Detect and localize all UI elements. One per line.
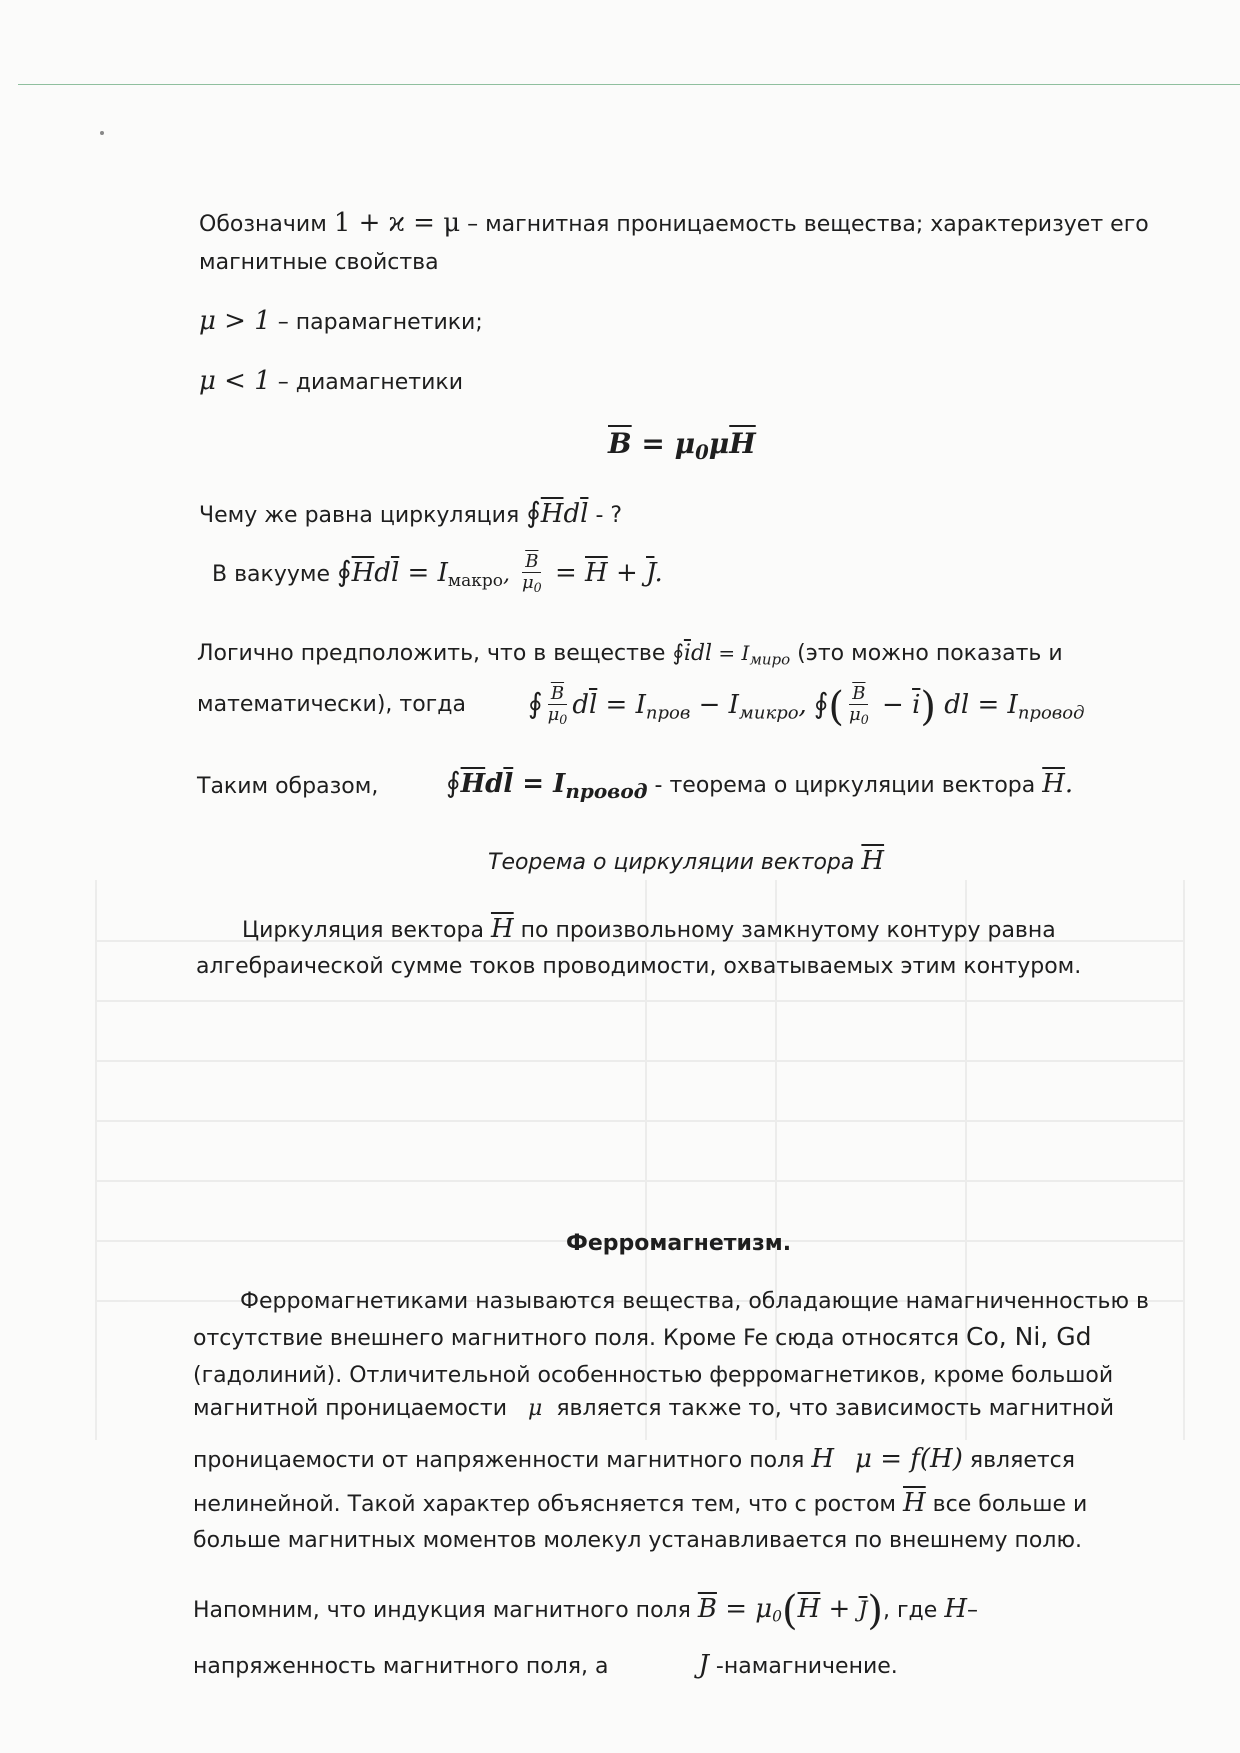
vacuum-rhs-eq: = <box>546 557 586 588</box>
vacuum-plus: + <box>607 557 647 588</box>
ferro-line8-Hv: H <box>944 1594 967 1624</box>
math-rparen: ) <box>920 683 936 730</box>
ferro-line9-J: J <box>698 1650 709 1680</box>
question-lead: Чему же равна циркуляция <box>199 503 527 528</box>
question-tail: - ? <box>588 503 623 528</box>
math-sub2: микро <box>738 702 799 724</box>
math-frac2-den-sub: 0 <box>860 711 869 727</box>
ferro-line8-rparen: ) <box>867 1588 884 1634</box>
math-formula <box>528 684 1085 730</box>
diamagnetics-formula: μ < 1 <box>199 366 271 396</box>
mu-definition-text: – магнитная проницаемость вещества; характеризует его <box>467 212 1149 237</box>
logic-sub: миро <box>749 650 791 669</box>
mu-definition-cont: магнитные свойства <box>199 250 439 275</box>
vacuum-frac-den: μ <box>521 572 534 593</box>
math-frac2-den: μ <box>849 704 861 725</box>
ferro-line5 <box>193 1444 1075 1476</box>
vacuum-comma: , <box>502 561 510 587</box>
question-l: $\overline{l}$ <box>580 499 589 529</box>
math-l: $\overline{l}$ <box>588 689 598 720</box>
math-fraction1 <box>545 684 571 730</box>
mu-definition-lead: Обозначим <box>199 212 327 237</box>
thus-l: $\overline{l}$ <box>503 769 514 799</box>
vacuum-l: $\overline{l}$ <box>390 557 400 588</box>
question-d: d <box>563 499 581 529</box>
ferro-line8-tail: , где <box>883 1598 945 1623</box>
ferro-line7: больше магнитных моментов молекул устанавливается по внешнему полю. <box>193 1528 1082 1553</box>
ferro-line6-lead: нелинейной. Такой характер объясняется тем, что с ростом <box>193 1492 903 1517</box>
math-lparen: ( <box>828 683 845 730</box>
math-sub1: пров <box>645 702 691 724</box>
diamagnetics-text: – диамагнетики <box>277 370 464 395</box>
vacuum-frac-num: $\overline{B}$ <box>522 552 541 573</box>
ferro-line8-J: $\overline{J}$ <box>858 1598 868 1623</box>
diamagnetics-line <box>199 366 463 398</box>
logic-dl: dl <box>690 641 713 666</box>
ferromagnetism-heading: Ферромагнетизм. <box>566 1231 792 1256</box>
thus-eq: = I <box>513 769 566 799</box>
ferro-line8-lead: Напомним, что индукция магнитного поля <box>193 1598 698 1623</box>
ferro-line2-elements: Co, Ni, Gd <box>966 1322 1092 1351</box>
vacuum-d: d <box>374 557 391 588</box>
ferro-line5-H: H <box>811 1444 835 1474</box>
b-mu-h-equation <box>608 429 756 468</box>
thus-mid: - теорема о циркуляции вектора <box>647 773 1043 798</box>
math-minus: − I <box>690 689 739 720</box>
vacuum-oint: ∮ <box>337 554 352 588</box>
ferro-line8-sub: 0 <box>772 1607 782 1626</box>
vacuum-rhs-H: $\overline{H}$ <box>585 557 608 588</box>
theorem-body-line1 <box>242 914 1056 946</box>
paramagnetics-text: – парамагнетики; <box>277 310 483 335</box>
math-frac1-den-sub: 0 <box>559 711 568 727</box>
math-eq1: = I <box>597 689 646 720</box>
thus-d: d <box>485 769 504 799</box>
ferro-line6-H: $\overline{H}$ <box>903 1488 926 1518</box>
ferro-line4-lead: магнитной проницаемости <box>193 1396 515 1421</box>
math-lead: математически), тогда <box>197 692 466 717</box>
math-d: d <box>572 689 589 720</box>
logic-lead: Логично предположить, что в веществе <box>197 641 673 666</box>
vacuum-dot: . <box>654 557 663 588</box>
ferro-line8-H: $\overline{H}$ <box>797 1594 821 1624</box>
vacuum-H: $\overline{H}$ <box>351 557 375 588</box>
logic-oint: ∮ <box>672 641 684 666</box>
math-oint1: ∮ <box>528 686 543 720</box>
math-i: $\overline{i}$ <box>912 689 921 720</box>
math-frac2-num: $\overline{B}$ <box>849 684 868 705</box>
thus-H2: $\overline{H}$ <box>1042 769 1065 799</box>
ferro-line4 <box>193 1394 1114 1424</box>
eq1-mu: μ <box>708 427 730 460</box>
theorem-body-line2: алгебраической сумме токов проводимости, охватываемых этим контуром. <box>196 954 1082 979</box>
math-dl: dl <box>936 689 970 720</box>
thus-sub: провод <box>565 779 648 803</box>
question-H: $\overline{H}$ <box>540 499 564 529</box>
vacuum-rhs-J: $\overline{J}$ <box>646 557 655 588</box>
math-sub3: провод <box>1017 702 1085 724</box>
vacuum-eq: = I <box>399 557 448 588</box>
ferro-line2-lead: отсутствие внешнего магнитного поля. Кроме Fe сюда относятся <box>193 1326 967 1351</box>
theorem-body1-lead: Циркуляция вектора <box>242 918 491 943</box>
theorem-title-H: $\overline{H}$ <box>861 846 885 876</box>
vacuum-lead: В вакууме <box>212 561 337 587</box>
eq1-eq: = μ <box>631 427 696 460</box>
eq1-H: $\overline{H}$ <box>729 427 756 460</box>
eq1-B: $\overline{B}$ <box>608 427 632 460</box>
theorem-body1-tail: по произвольному замкнутому контуру равна <box>513 918 1056 943</box>
vacuum-fraction <box>519 552 545 598</box>
math-frac1-num: $\overline{B}$ <box>548 684 567 705</box>
paramagnetics-formula: μ > 1 <box>199 306 271 336</box>
ferro-line8-dash: – <box>967 1598 978 1623</box>
logic-eq: = I <box>712 641 750 665</box>
math-frac1-den: μ <box>547 704 560 725</box>
logic-i: $\overline{i}$ <box>683 641 691 666</box>
math-minus2: − <box>873 689 913 720</box>
ferro-line6-tail: все больше и <box>925 1492 1088 1517</box>
vacuum-frac-den-sub: 0 <box>533 579 542 595</box>
ferro-line8 <box>193 1588 978 1634</box>
math-eq2: = I <box>969 689 1018 720</box>
question-oint: ∮ <box>526 496 541 529</box>
ferro-line4-mu: μ <box>528 1396 543 1421</box>
circulation-question <box>199 498 622 531</box>
logic-tail: (это можно показать и <box>790 641 1063 666</box>
mu-definition-line <box>199 208 1149 240</box>
ferro-line9-lead: напряженность магнитного поля, а <box>193 1654 609 1679</box>
ferro-line5-formula: μ = f(H) <box>855 1444 963 1474</box>
math-fraction2 <box>846 684 872 730</box>
vacuum-line <box>212 552 663 598</box>
ferro-line8-B: $\overline{B}$ <box>697 1594 717 1624</box>
ferro-line8-eq: = μ <box>716 1594 773 1624</box>
math-comma: , <box>798 689 807 720</box>
ferro-line5-tail: является <box>962 1448 1076 1473</box>
theorem-title-text: Теорема о циркуляции вектора <box>488 850 862 875</box>
ferro-line8-lparen: ( <box>781 1588 798 1634</box>
ferro-line3: (гадолиний). Отличительной особенностью ферромагнетиков, кроме большой <box>193 1363 1114 1388</box>
ferro-line9 <box>193 1650 898 1682</box>
mu-definition-formula: 1 + ϰ = μ <box>333 208 461 238</box>
thus-formula <box>446 768 1073 806</box>
ferro-line1: Ферромагнетиками называются вещества, обладающие намагниченностью в <box>240 1289 1149 1314</box>
ferro-line2 <box>193 1322 1091 1354</box>
thus-H: $\overline{H}$ <box>460 769 486 799</box>
thus-oint: ∮ <box>446 766 461 799</box>
ferro-line6 <box>193 1488 1087 1520</box>
ferro-line4-tail: является также то, что зависимость магнитной <box>549 1396 1114 1421</box>
ferro-line8-plus: + <box>820 1594 859 1624</box>
vacuum-sub: макро <box>447 570 503 591</box>
theorem-title <box>488 846 884 876</box>
paramagnetics-line <box>199 306 483 338</box>
eq1-sub: 0 <box>695 440 709 464</box>
thus-lead: Таким образом, <box>197 774 379 799</box>
ferro-line9-tail: -намагничение. <box>708 1654 898 1679</box>
thus-dot: . <box>1064 769 1074 799</box>
theorem-body1-H: $\overline{H}$ <box>490 914 514 944</box>
logic-line <box>197 638 1063 675</box>
math-oint2: ∮ <box>813 686 829 720</box>
ferro-line5-lead: проницаемости от напряженности магнитного поля <box>193 1448 812 1473</box>
